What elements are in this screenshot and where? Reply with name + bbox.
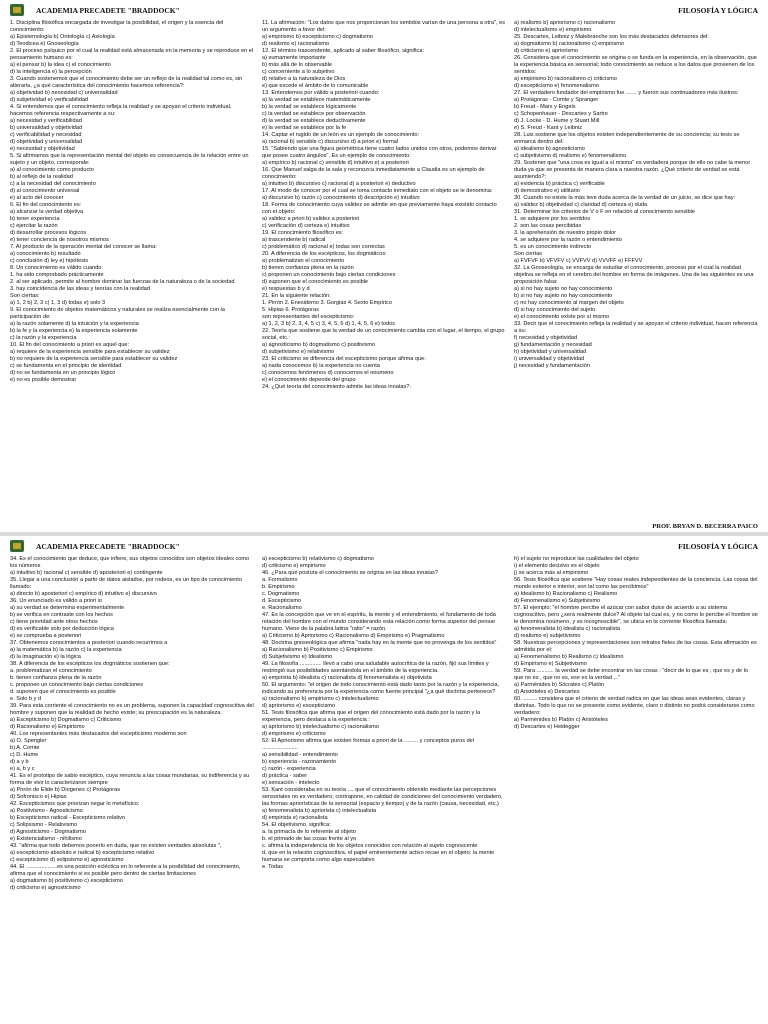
question-line: d) objetividad y universalidad: [10, 139, 83, 145]
school-name: ACADEMIA PRECADETE "BRADDOCK": [36, 542, 180, 551]
question-line: i) universalidad y objetividad: [514, 356, 585, 362]
question-line: e) no es posible demostrar: [10, 377, 77, 383]
question-line: a) fenomenalista b) apriorista c) intelectualista: [262, 808, 377, 814]
question-line: a) al conocimiento como producto: [10, 167, 94, 173]
question-line: 3. Cuando sostenemos que el conocimiento debe ser un reflejo de la realidad tal como es, sin alterarla, ¿a qué característica del conocimiento hacemos referencia?:: [10, 76, 243, 89]
question-line: a) requiere de la experiencia sensible para establecer su validez: [10, 349, 170, 355]
question-line: i) el elemento decisivo es el objeto: [514, 563, 600, 569]
question-line: e) al acto del conocer: [10, 195, 64, 201]
question-line: a) Escepticismo b) Dogmatismo c) Criticismo: [10, 717, 122, 723]
question-line: 9. El conocimiento de objetos matemáticos y naturales se realiza esencialmente con la participación de:: [10, 307, 225, 320]
page-2-column-2: [262, 556, 506, 1010]
question-line: a) idealismo b) agnosticismo: [514, 146, 585, 152]
question-line: c) concerniente a lo subjetivo: [262, 69, 335, 75]
question-line: a) Positivismo - Agnosticismo: [10, 808, 83, 814]
question-line: a) objetividad b) necesidad c) universalidad: [10, 90, 118, 96]
question-line: 11. La afirmación: "Los datos que nos proporcionan los sentidos varían de una persona a otra", es un argumento a favor del:: [262, 20, 505, 33]
question-line: d) intelectualismo e) empirismo: [514, 27, 592, 33]
question-line: d) empirismo e) criticismo: [262, 731, 326, 737]
question-line: f) necesidad y objetividad: [514, 335, 578, 341]
question-line: 16. Que Manuel salga de la sala y reconozca inmediatamente a Claudia es un ejemplo de conocimiento:: [262, 167, 485, 180]
question-line: d) si hay conocimiento del sujeto: [514, 307, 596, 313]
question-line: a) Idealismo b) Racionalismo c) Realismo: [514, 591, 618, 597]
question-line: 1. ha sido comprobado prácticamente: [10, 272, 104, 278]
question-line: c) proponen un conocimiento bajo ciertas condiciones: [262, 272, 396, 278]
question-line: e. Solo b y d: [10, 696, 42, 702]
question-line: 1. Disciplina filosófica encargada de investigar la posibilidad, el origen y la esencia del conocimiento:: [10, 20, 224, 33]
question-line: a) FVFVF b) VFVFV c) VVFVV d) VVVFF e) FFFVV: [514, 258, 643, 264]
question-line: a) agnosticismo b) dogmatismo c) positivismo: [262, 342, 376, 348]
question-line: e. Racionalismo: [262, 605, 302, 611]
question-line: 18. Forma de conocimiento cuya validez se admite sin que previamente haya existido contacto con el objeto:: [262, 202, 497, 215]
question-line: e) tener conciencia de nosotros mismos: [10, 237, 109, 243]
question-line: d) empirista e) racionalista: [262, 815, 328, 821]
question-line: b) se verifica en contraste con los hechos: [10, 612, 113, 618]
question-line: c) tiene prioridad ante otros hechos: [10, 619, 98, 625]
question-line: d) al conocimiento universal: [10, 188, 80, 194]
question-line: 33. Decir que el conocimiento refleja la realidad y se apoyan el criterio individual, hacen referencia a su:: [514, 321, 758, 334]
question-line: d) Subjetivismo e) Idealismo: [262, 654, 333, 660]
question-line: c) conclusión d) ley e) hipótesis: [10, 258, 89, 264]
question-line: a) trascendente b) radical: [262, 237, 326, 243]
question-line: 58. Nuestras percepciones y representaciones son retratos fieles de las cosas. Esta afirmación es admitida por el:: [514, 640, 757, 653]
question-line: a) escepticismo b) relativismo c) dogmatismo: [262, 556, 374, 562]
question-line: a) el pensar b) la idea c) el conocimiento: [10, 62, 111, 68]
question-line: e) sensación - intelecto: [262, 780, 320, 786]
question-line: b) no requiere de la experiencia sensible para establecer su validez: [10, 356, 178, 362]
question-line: d) realismo e) subjetivismo: [514, 633, 581, 639]
question-line: h) objetividad y universalidad: [514, 349, 587, 355]
question-line: d) Aristóteles e) Descartes: [514, 689, 580, 695]
question-line: 10. El fin del conocimiento a priori es aquel que:: [10, 342, 130, 348]
question-line: d. que en la relación cognoscitiva, el papel eminentemente activo recae en el objeto; la mente humana se comporta como algo especulativo: [262, 850, 495, 863]
question-line: 52. El Apriorismo afirma que existen formas a priori de la ......... y conceptos puros del .......................: [262, 738, 475, 751]
question-line: a) 1, 2, 3 b) 2, 3, 4, 5 c) 3, 4, 5, 6 d) 1, 4, 5, 6 e) todos: [262, 321, 396, 327]
question-line: 1. se adquiere por los sentidos: [514, 216, 591, 222]
page-1-header: [10, 4, 758, 18]
question-line: a) Parménides b) Platón c) Aristóteles: [514, 717, 608, 723]
question-line: d) apriorismo e) escepticismo: [262, 703, 336, 709]
question-line: e) el conocimiento existe por sí mismo: [514, 314, 610, 320]
question-line: 25. Descartes, Leibniz y Malebranche son los más destacados defensores del:: [514, 34, 709, 40]
question-line: a) evidencia b) práctica c) verificable: [514, 181, 605, 187]
question-line: j) se acerca más al empirismo: [514, 570, 589, 576]
question-line: 51. Tesis filosófica que afirma que el origen del conocimiento está dado por la razón y la experiencia, pero destaca a la experiencia :: [262, 710, 481, 723]
question-line: c) Solipsismo - Relativismo: [10, 822, 78, 828]
question-line: a) escepticismo absoluto e radical b) escepticismo relativo: [10, 850, 155, 856]
question-line: 4. Si entendemos que el conocimiento refleja la realidad y se apoyan el criterio individual, hacemos referencia respectivamente a su:: [10, 104, 232, 117]
question-line: a) Protágoras - Comte y Spranger: [514, 97, 599, 103]
question-line: 57. El ejemplo: "el hombre percibe el azúcar con sabor dulce de acuerdo a su sistema cognoscitivo, pero ¿será realmente dulce? Al objeto tal cual es, y no como lo percibe el hombre se le denomina noúmeno, y es incognoscible", se ubica en la corriente filosófica llamada:: [514, 605, 758, 625]
question-line: 2. son las cosas percibidas: [514, 223, 582, 229]
question-line: b) Escepticismo radical - Escepticismo relativo: [10, 815, 126, 821]
question-line: a) sumamente importante: [262, 55, 326, 61]
question-line: a) 1, 2 b) 2, 3 c) 1, 3 d) todas e) solo 3: [10, 300, 106, 306]
question-line: a. problematizan el conocimiento: [10, 668, 92, 674]
question-line: d. suponen que el conocimiento es posible: [10, 689, 116, 695]
question-line: a) la razón solamente d) la intuición y la experiencia: [10, 321, 139, 327]
question-line: 38. A diferencia de los escépticos los dogmáticos sostienen que:: [10, 661, 170, 667]
question-line: d) Sofronisco e) Hipias: [10, 794, 67, 800]
question-line: d) Racionalismo e) Empirismo: [10, 724, 85, 730]
question-line: c) ejercitar la razón: [10, 223, 58, 229]
question-line: a) dogmatismo b) positivismo c) escepticismo: [10, 878, 123, 884]
question-line: 54. El objetivismo, significa:: [262, 822, 331, 828]
question-line: a) validez b) objetividad c) claridad d) certeza e) duda: [514, 202, 648, 208]
page-2-column-1: [10, 556, 254, 1010]
question-line: b) tienen confianza plena en la razón: [262, 265, 354, 271]
question-line: 40. Los representantes más destacados del escepticismo moderno son: [10, 731, 187, 737]
question-line: 37. Obtenemos conocimientos a posteriori cuando recurrimos a: [10, 640, 168, 646]
question-line: a) intuitivo b) discursivo c) racional d) a posteriori e) deductivo: [262, 181, 416, 187]
question-line: b) experiencia - razonamiento: [262, 759, 336, 765]
question-line: 48. Doctrina gnoseológica que afirma "nada hay en la mente que no provenga de los sentidos": [262, 640, 497, 646]
question-line: e) la verdad se establece por la fe: [262, 125, 347, 131]
question-line: 32. La Gnoseología, se encarga de estudiar el conocimiento, proceso por el cual la realidad objetiva se refleja en el cerebro del hombre en forma de imágenes. Una de las siguientes es una proposición falsa:: [514, 265, 754, 285]
question-line: 43. "afirma que todo debemos ponerlo en duda, que no existen verdades absolutas ",: [10, 843, 222, 849]
question-line: 17. Al modo de conocer por el cual se toma contacto inmediato con el objeto se le denomina:: [262, 188, 493, 194]
page-1-column-3: [514, 20, 758, 518]
academy-crest-icon: [10, 4, 24, 16]
question-line: b) si no hay sujeto no hay conocimiento: [514, 293, 613, 299]
subject-title: FILOSOFÍA Y LÓGICA: [678, 542, 758, 551]
question-line: 13. Entendemos por válido a posteriori cuando:: [262, 90, 380, 96]
question-line: a) racionalismo b) empirismo c) intelectualismo: [262, 696, 379, 702]
question-line: d) realismo e) racionalismo: [262, 41, 330, 47]
question-line: 35. Llegar a una conclusión a partir de datos aislados, por rodeos, es un tipo de conocimiento llamado:: [10, 577, 242, 590]
question-line: a) sensibilidad - entendimiento: [262, 752, 338, 758]
question-line: 2. El proceso psíquico por el cual la realidad está almacenada en la memoria y se reproduce en el pensamiento humano es:: [10, 48, 254, 61]
page-1-column-1: [10, 20, 254, 518]
question-line: 20. A diferencia de los escépticos, los dogmáticos:: [262, 251, 387, 257]
question-line: a) empirismo b) racionalismo c) criticismo: [514, 76, 617, 82]
question-line: d) criticismo e) agnosticismo: [10, 885, 81, 891]
question-line: d) la verdad se establece deductivamente: [262, 118, 366, 124]
question-line: a. la primacía de lo referente al objeto: [262, 829, 356, 835]
question-line: 39. Para esta corriente el conocimiento no es un problema, suponen la capacidad cognoscitiva del hombre y suponen que la realidad de hecho existe; su preocupación es la naturaleza.: [10, 703, 254, 716]
question-line: a) racional b) sensible c) discursivo d) a priori e) formal: [262, 139, 399, 145]
question-line: d) práctica - saber: [262, 773, 308, 779]
question-line: a) su verdad se determina experimentalmente: [10, 605, 125, 611]
question-line: 56. Tesis filosófica que sostiene "Hay cosas reales independientes de la conciencia. Las cosas del mundo exterior e interior, son tal como las percibimos": [514, 577, 758, 590]
question-line: d) criticismo e) apriorismo: [514, 48, 579, 54]
question-line: 46. ¿Para qué postura el conocimiento se origina en las ideas innatas?: [262, 570, 439, 576]
question-line: a) Pirrón de Elide b) Diogenes c) Protágoras: [10, 787, 121, 793]
question-line: a) dogmatismo b) racionalismo c) empirismo: [514, 41, 625, 47]
question-line: d) desarrollar procesos lógicos: [10, 230, 87, 236]
question-line: c) razón - experiencia: [262, 766, 316, 772]
question-line: b) la verdad se establece lógicamente: [262, 104, 357, 110]
question-line: c) D. Hume: [10, 752, 39, 758]
question-line: e) el conocimiento depende del grupo: [262, 377, 356, 383]
question-line: b. Empirismo: [262, 584, 295, 590]
question-line: d) subjetividad e) verificabilidad: [10, 97, 89, 103]
question-line: c. Dogmatismo: [262, 591, 300, 597]
question-line: a) alcanzar la verdad objetiva: [10, 209, 84, 215]
question-line: son representantes del escepticismo:: [262, 314, 355, 320]
question-line: 36. Un enunciado es válido a priori si: [10, 598, 102, 604]
question-line: d) la inteligencia e) la percepción: [10, 69, 92, 75]
page-2-columns: [10, 556, 758, 1010]
question-line: d) a y b: [10, 759, 29, 765]
question-line: a) O. Spengler: [10, 738, 47, 744]
question-line: a) empírico b) racional c) sensible d) intuitivo e) a posteriori: [262, 160, 409, 166]
question-line: 22. Teoría que sostiene que la verdad de un conocimiento cambia con el lugar, el tiempo, el grupo social, etc.:: [262, 328, 505, 341]
question-line: a) Parménides b) Sócrates c) Platón: [514, 682, 605, 688]
question-line: b) tener experiencia: [10, 216, 60, 222]
question-line: a) necesidad y verificabilidad: [10, 118, 82, 124]
question-line: e) respuestas b y d: [262, 286, 310, 292]
question-line: b) Freud - Marx y Engels: [514, 104, 576, 110]
question-line: e) Existencialismo - nihilismo: [10, 836, 82, 842]
question-line: 21. En la siguiente relación:: [262, 293, 331, 299]
question-line: 49. La filosofía .............. llevó a cabo una saludable autocrítica de la razón, fijó sus límites y restringió sus posibilidades asentándola en el ámbito de la experiencia.: [262, 661, 489, 674]
question-line: a) fenomenalista b) idealista c) racionalista: [514, 626, 621, 632]
question-line: g) fundamentación y necesidad: [514, 342, 592, 348]
question-line: d) no se fundamenta en un principio lógico: [10, 370, 116, 376]
school-name: ACADEMIA PRECADETE "BRADDOCK": [36, 6, 180, 15]
question-line: d. Escepticismo: [262, 598, 302, 604]
question-line: 4. se adquiere por la razón o entendimiento: [514, 237, 622, 243]
question-line: e. Todas: [262, 864, 284, 870]
question-line: a) Epistemología b) Ontología c) Axiología: [10, 34, 115, 40]
question-line: b) la fe y la experiencia e) la experiencia solamente: [10, 328, 138, 334]
question-line: h) el sujeto no reproduce las cualidades del objeto: [514, 556, 639, 562]
question-line: c) a la necesidad del conocimiento: [10, 181, 96, 187]
question-line: 28. Luis sostiene que los objetos existen independientemente de su conciencia; su tesis se enmarca dentro del:: [514, 132, 740, 145]
question-line: 53. Kant consideraba en su teoría .... que el conocimiento obtenido mediante las percepciones sensoriales no es verdadero; contrapone, en calidad de condiciones del conocimiento verdadero, las formas apriorísticas de la sensorial (espacio y tiempo) y de la razón (causa, necesidad, etc.): [262, 787, 503, 807]
page-1-column-2: [262, 20, 506, 518]
question-line: d) Descartes e) Heidegger: [514, 724, 580, 730]
question-line: d) Teodicea e) Gnoseología: [10, 41, 79, 47]
page-2-column-3: [514, 556, 758, 1010]
question-line: e) necesidad y objetividad: [10, 146, 75, 152]
question-line: d) la imaginación e) la lógica: [10, 654, 81, 660]
question-line: d) J. Locke - D. Hume y Stuart Mill: [514, 118, 600, 124]
page-2-header: [10, 540, 758, 554]
question-line: a) apriorismo b) intelectualismo c) racionalismo: [262, 724, 379, 730]
question-line: b) universalidad y objetividad: [10, 125, 83, 131]
question-line: a) empirista b) idealista c) racionalista d) fenomenalista e) objetivista: [262, 675, 432, 681]
question-line: 6. El fin del conocimiento es:: [10, 202, 82, 208]
question-line: 12. El término trascendente, aplicado al saber filosófico, significa:: [262, 48, 424, 54]
question-line: a) validez a priori b) validez a posteriori: [262, 216, 360, 222]
question-line: c) conocemos fenómenos d) conocemos el noumeno: [262, 370, 394, 376]
question-line: d) criticismo e) empirismo: [262, 563, 326, 569]
question-line: c) se fundamenta en el principio de identidad: [10, 363, 122, 369]
question-line: c. proponen un conocimiento bajo ciertas condiciones: [10, 682, 144, 688]
question-line: c) problemático d) racional e) todas son correctas: [262, 244, 385, 250]
question-line: 5. Hipias 6. Protágoras: [262, 307, 319, 313]
question-line: c. afirma la independencia de los objetos conocidos con relación al sujeto cognoscente: [262, 843, 478, 849]
question-line: 31. Determinar los criterios de V o F en relación al conocimiento sensible: [514, 209, 695, 215]
question-line: b) A. Comte: [10, 745, 40, 751]
question-line: a) la matemática b) la razón c) la experiencia: [10, 647, 122, 653]
question-line: d) Fenomenalismo e) Subjetivismo: [514, 598, 601, 604]
question-line: 19. El conocimiento filosófico es:: [262, 230, 344, 236]
professor-name: PROF. BRYAN D. BECERRA PAICO: [652, 523, 758, 530]
question-line: b. tienen confianza plena de la razón: [10, 675, 102, 681]
question-line: d) Empirismo e) Subjetivismo: [514, 661, 587, 667]
question-line: a) la verdad se establece matemáticamente: [262, 97, 371, 103]
question-line: 44. El ....................es una posición ecléctica en lo referente a la posibilidad del conocimiento, afirma que el conocimiento si es posible pero dentro de ciertas limitaciones: [10, 864, 241, 877]
question-line: j) necesidad y fundamentación: [514, 363, 590, 369]
question-line: 2. al ser aplicado, permite al hombre dominar las fuerzas de la naturaleza o de la sociedad: [10, 279, 235, 285]
question-line: c) escepticismo d) solipsismo e) agnosticismo: [10, 857, 124, 863]
question-line: Son ciertas:: [10, 293, 40, 299]
question-line: 23. El criticismo se diferencia del escepticismo porque afirma que:: [262, 356, 426, 362]
question-line: Son ciertas: [514, 251, 542, 257]
question-line: c) Schopenhauer - Descartes y Sartre: [514, 111, 608, 117]
question-line: 1. Pirrón 2. Enesidemo 3. Gorgias 4. Sexto Empírico: [262, 300, 392, 306]
question-line: a) conocimiento b) resultado: [10, 251, 81, 257]
question-line: a) Racionalismo b) Positivismo c) Empirismo: [262, 647, 373, 653]
question-line: b) más allá de lo observable: [262, 62, 332, 68]
question-line: 60. ......... considera que el criterio de verdad radica en que las ideas sean evidentes, claras y distintas. Todo lo que no se presente como evidente, claro o distinto no podrá considerarse como verdadero:: [514, 696, 755, 716]
question-line: 15. "Sabiendo que una figura geométrica tiene cuatro lados unidos con otros, podemos derivar que posee cuatro ángulos". Es un ejemplo de conocimiento:: [262, 146, 497, 159]
page-1-columns: [10, 20, 758, 518]
question-line: d) escepticismo e) fenomenalismo: [514, 83, 599, 89]
question-line: a) empirismo b) escepticismo c) dogmatismo: [262, 34, 373, 40]
question-line: d) Agnosticismo - Dogmatismo: [10, 829, 86, 835]
question-line: e) S. Freud - Kant y Leibniz: [514, 125, 583, 131]
question-line: b. el primado de las cosas frente al yo: [262, 836, 357, 842]
question-line: a) si no hay sujeto no hay conocimiento: [514, 286, 613, 292]
question-line: b) al reflejo de la realidad: [10, 174, 73, 180]
question-line: a) Criticismo b) Apriorismo c) Racionalismo d) Empirismo e) Pragmatismo: [262, 633, 445, 639]
question-line: e) a, b y c: [10, 766, 35, 772]
question-line: d) suponen que el conocimiento es posible: [262, 279, 369, 285]
question-line: d) relativo a la naturaleza de Dios: [262, 76, 346, 82]
subject-title: FILOSOFÍA Y LÓGICA: [678, 6, 758, 15]
question-line: e) que excede el ámbito de lo comunicable: [262, 83, 369, 89]
question-line: d) demostrativo e) utilitario: [514, 188, 580, 194]
question-line: 59. Para ........... la verdad se debe encontrar en las cosas : "decir de lo que es , que es y de lo que no es , que no es, ese es la verdad ...": [514, 668, 748, 681]
question-line: 5. Si afirmamos que la representación mental del objeto es consecuencia de la relación entre un sujeto y un objeto, corresponde:: [10, 153, 249, 166]
question-line: 29. Sostener que "una cosa es igual a sí misma" es verdadera porque de ello no cabe la menor duda ya que se presenta de manera clara a nuestra razón. ¿Qué criterio de verdad se está asumiendo?:: [514, 160, 751, 180]
question-line: d) es verificable solo por deducción lógica: [10, 626, 114, 632]
question-line: 24. ¿Qué teoría del conocimiento admite las ideas innatas?:: [262, 384, 411, 390]
question-line: 47. Es la concepción que ve en el espíritu, la mente y el entendimiento, el fundamento de toda relación del hombre con el mundo considerando esta relación como forma superior del pensar humano. Viene de la palabra latina "ratio" = razón.: [262, 612, 496, 632]
question-line: a) Fenomenalismo b) Realismo c) Idealismo: [514, 654, 624, 660]
question-line: 30. Cuando no existe la más leve duda acerca de la verdad de un juicio, se dice que hay:: [514, 195, 736, 201]
question-line: 3. hay coincidencia de las ideas y teorías con la realidad: [10, 286, 150, 292]
question-line: d) subjetivismo e) relativismo: [262, 349, 335, 355]
question-line: a) directo b) aposteriori c) empírico d) intuitivo e) discursivo: [10, 591, 157, 597]
question-line: a) realismo b) apriorismo c) racionalismo: [514, 20, 616, 26]
question-line: c) no hay conocimiento al margen del objeto: [514, 300, 624, 306]
question-line: a) problematizan el conocimiento: [262, 258, 345, 264]
academy-crest-icon: [10, 540, 24, 552]
question-line: 14. Captar el rugido de un león es un ejemplo de conocimiento:: [262, 132, 420, 138]
question-line: c) subjetivismo d) realismo e) fenomenalismo: [514, 153, 627, 159]
question-line: 34. Es el conocimiento que deduce, que infiere, sus objetos conocidos son objetos ideales como los números: [10, 556, 250, 569]
question-line: a) intuitivo b) racional c) sensible d) aposteriori e) contingente: [10, 570, 163, 576]
question-line: 42. Escepticismos que priorizan negar lo metafísico:: [10, 801, 140, 807]
question-line: 3. la aprehensión de nuestro propio dolor: [514, 230, 617, 236]
question-line: 27. El verdadero fundador del empirismo fue ....... y fueron sus continuadores más ilustres:: [514, 90, 739, 96]
question-line: 7. Al producto de la operación mental del conocer se llama:: [10, 244, 157, 250]
question-line: e) se comprueba a posteriori: [10, 633, 82, 639]
question-line: c) la razón y la experiencia: [10, 335, 77, 341]
question-line: 50. El argumento: "el origen de todo conocimiento está dado tanto por la razón y la experiencia, indicando su preferencia por la experiencia como fuente principal "¿a qué doctrina pertenece?: [262, 682, 500, 695]
question-line: c) la verdad se establece por observación: [262, 111, 366, 117]
question-line: c) verificación d) certeza e) intuitivo: [262, 223, 350, 229]
question-line: 26. Considera que el conocimiento se origina o se funda en la experiencia, en la observación, que la experiencia básica es sensorial; todo conocimiento se reduce a los datos que provienen de los sentidos:: [514, 55, 757, 75]
question-line: a) discursivo b) razón c) conocimiento d) descripción e) intuitivo: [262, 195, 420, 201]
question-line: 5. es un conocimiento indirecto: [514, 244, 592, 250]
page-2: [0, 536, 768, 1024]
question-line: c) verificabilidad y necesidad: [10, 132, 82, 138]
question-line: a) nada conocemos b) la experiencia no cuenta: [262, 363, 380, 369]
question-line: 8. Un conocimiento es válido cuando:: [10, 265, 103, 271]
question-line: a. Formalismo: [262, 577, 298, 583]
question-line: 41. Es el prototipo de sabio escéptico, cuya renuncia a las cosas mundanas, su indiferencia y su forma de vivir lo caracterizaron siempre: [10, 773, 250, 786]
